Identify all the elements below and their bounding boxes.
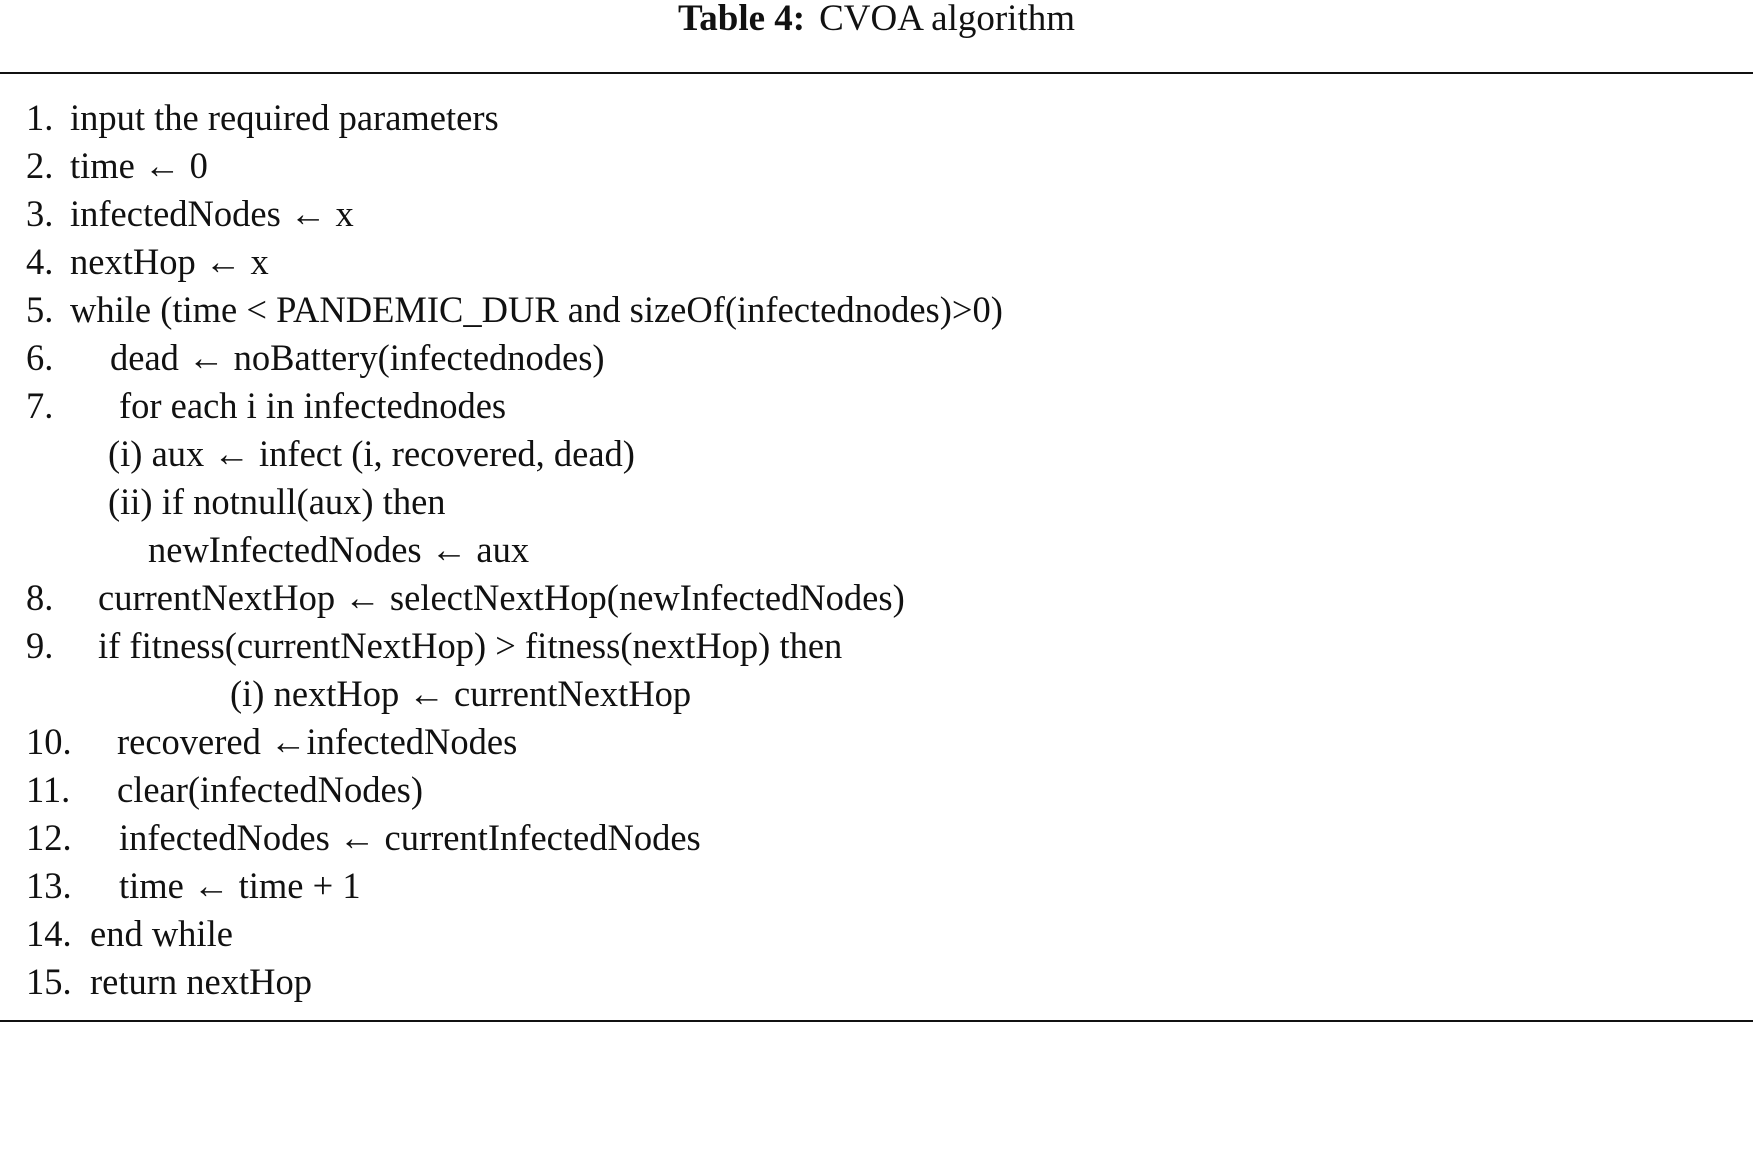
bottom-rule — [0, 1020, 1753, 1022]
line-text: newInfectedNodes ← aux — [148, 529, 530, 570]
top-rule — [0, 72, 1753, 74]
line-text: (i) aux ← infect (i, recovered, dead) — [108, 433, 635, 474]
line-number: 4. — [26, 241, 54, 282]
line-text: for each i in infectednodes — [119, 385, 507, 426]
algorithm-line — [0, 958, 312, 1006]
algorithm-line — [0, 430, 635, 478]
line-number: 5. — [26, 289, 54, 330]
algorithm-line — [0, 238, 269, 286]
table-caption-title: CVOA algorithm — [819, 0, 1076, 39]
line-number: 6. — [26, 337, 54, 378]
algorithm-line — [0, 910, 233, 958]
table-caption — [0, 0, 1753, 38]
line-number: 11. — [26, 769, 71, 810]
line-text: clear(infectedNodes) — [117, 769, 424, 810]
algorithm-line — [0, 862, 361, 910]
algorithm-line — [0, 382, 507, 430]
line-text: time ← 0 — [70, 145, 208, 186]
line-text: recovered ←infectedNodes — [117, 721, 518, 762]
line-number: 10. — [26, 721, 72, 762]
line-text: if fitness(currentNextHop) > fitness(nextHop) then — [98, 625, 843, 666]
line-number: 13. — [26, 865, 72, 906]
line-number: 12. — [26, 817, 72, 858]
line-number: 15. — [26, 961, 72, 1002]
algorithm-line — [0, 94, 499, 142]
table-caption-label: Table 4: — [677, 0, 806, 39]
algorithm-line — [0, 814, 701, 862]
line-number: 2. — [26, 145, 54, 186]
line-text: end while — [90, 913, 233, 954]
line-number: 7. — [26, 385, 54, 426]
line-text: (i) nextHop ← currentNextHop — [230, 673, 692, 714]
line-number: 1. — [26, 97, 54, 138]
algorithm-line — [0, 142, 208, 190]
line-text: time ← time + 1 — [119, 865, 361, 906]
line-text: while (time < PANDEMIC_DUR and sizeOf(infectednodes)>0) — [70, 289, 1003, 330]
algorithm-line — [0, 190, 354, 238]
algorithm-line — [0, 718, 518, 766]
line-number: 14. — [26, 913, 72, 954]
line-number: 9. — [26, 625, 54, 666]
algorithm-line — [0, 334, 605, 382]
line-text: nextHop ← x — [70, 241, 269, 282]
line-text: infectedNodes ← x — [70, 193, 354, 234]
algorithm-line — [0, 478, 446, 526]
line-number: 8. — [26, 577, 54, 618]
algorithm-line — [0, 526, 530, 574]
line-text: input the required parameters — [70, 97, 499, 138]
algorithm-line — [0, 766, 424, 814]
algorithm-line — [0, 670, 692, 718]
line-text: infectedNodes ← currentInfectedNodes — [119, 817, 701, 858]
line-number: 3. — [26, 193, 54, 234]
line-text: (ii) if notnull(aux) then — [108, 481, 446, 522]
algorithm-line — [0, 574, 905, 622]
line-text: return nextHop — [90, 961, 312, 1002]
line-text: dead ← noBattery(infectednodes) — [110, 337, 605, 378]
line-text: currentNextHop ← selectNextHop(newInfectedNodes) — [98, 577, 905, 618]
algorithm-line — [0, 622, 843, 670]
algorithm-line — [0, 286, 1003, 334]
